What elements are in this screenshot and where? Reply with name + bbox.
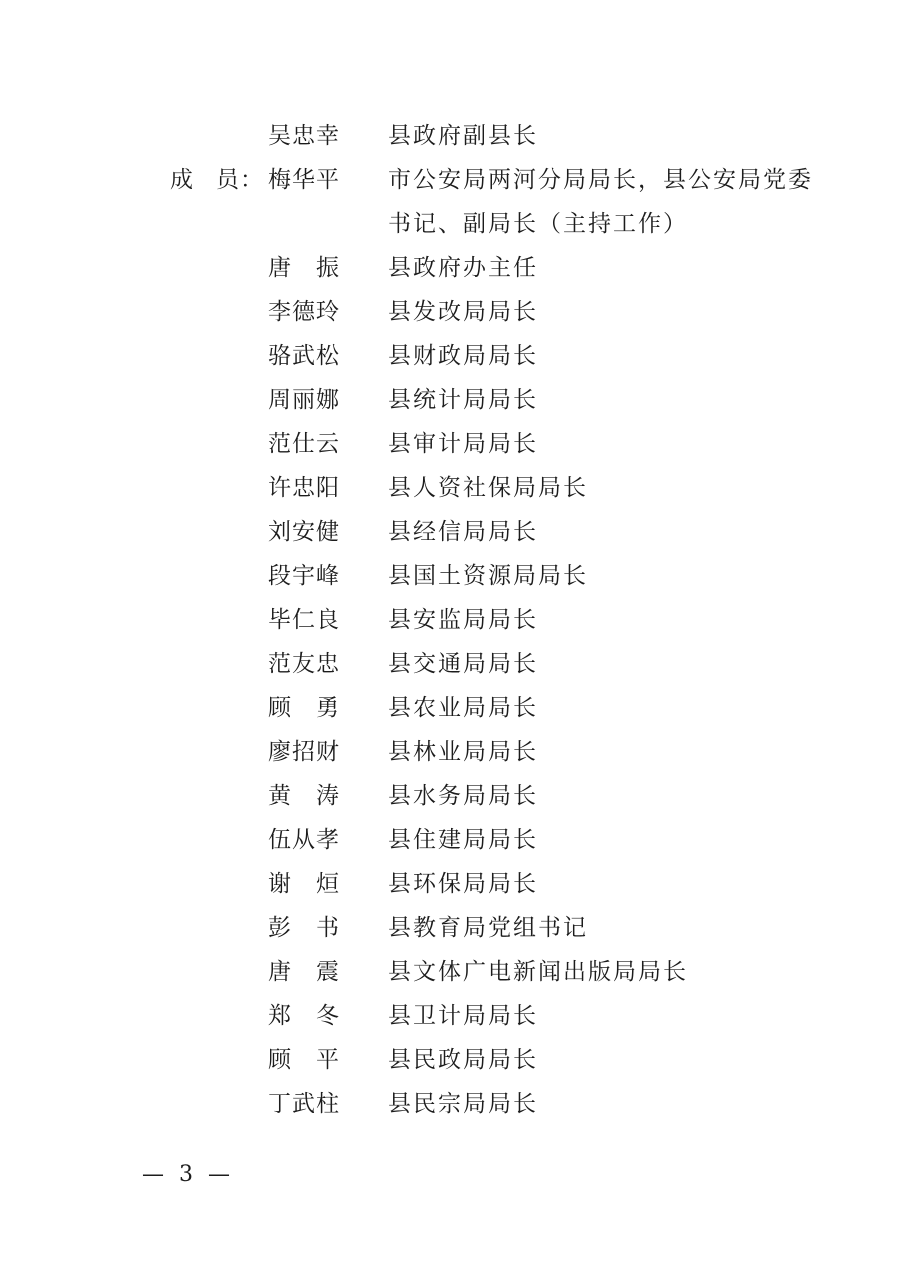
member-name: 伍从孝 xyxy=(268,827,340,853)
member-title: 县统计局局长 xyxy=(388,387,538,413)
member-name: 彭书 xyxy=(268,915,340,941)
member-name: 唐震 xyxy=(268,959,340,985)
member-title: 县财政局局长 xyxy=(388,343,538,369)
member-name: 廖招财 xyxy=(268,739,340,765)
role-label xyxy=(170,164,266,196)
member-title: 县农业局局长 xyxy=(388,695,538,721)
member-name: 许忠阳 xyxy=(268,475,340,501)
member-name: 刘安健 xyxy=(268,519,340,545)
member-title: 县经信局局长 xyxy=(388,519,538,545)
member-title: 县环保局局长 xyxy=(388,871,538,897)
member-title: 县安监局局长 xyxy=(388,607,538,633)
member-title: 市公安局两河分局局长，县公安局党委 xyxy=(388,167,813,193)
member-title: 县民宗局局长 xyxy=(388,1091,538,1117)
member-title: 县住建局局长 xyxy=(388,827,538,853)
member-title: 县民政局局长 xyxy=(388,1047,538,1073)
member-name: 顾勇 xyxy=(268,695,340,721)
member-name: 段宇峰 xyxy=(268,563,340,589)
member-title: 县政府副县长 xyxy=(388,123,538,149)
member-name: 顾平 xyxy=(268,1047,340,1073)
member-title: 县林业局局长 xyxy=(388,739,538,765)
member-name: 周丽娜 xyxy=(268,387,340,413)
member-title: 县政府办主任 xyxy=(388,255,538,281)
member-title: 县发改局局长 xyxy=(388,299,538,325)
member-title: 县审计局局长 xyxy=(388,431,538,457)
member-title: 县国土资源局局长 xyxy=(388,563,588,589)
member-title-continuation: 书记、副局长（主持工作） xyxy=(388,211,688,237)
role-label-part2: 员： xyxy=(216,167,264,193)
member-name: 毕仁良 xyxy=(268,607,340,633)
member-name: 骆武松 xyxy=(268,343,340,369)
member-name: 丁武柱 xyxy=(268,1091,340,1117)
member-title: 县交通局局长 xyxy=(388,651,538,677)
member-name: 吴忠幸 xyxy=(268,123,340,149)
member-title: 县水务局局长 xyxy=(388,783,538,809)
page-number: — 3 — xyxy=(142,1162,234,1187)
member-name: 梅华平 xyxy=(268,167,340,193)
member-name: 谢烜 xyxy=(268,871,340,897)
member-name: 郑冬 xyxy=(268,1003,340,1029)
role-label-part1: 成 xyxy=(170,167,194,193)
member-title: 县文体广电新闻出版局局长 xyxy=(388,959,688,985)
member-name: 黄涛 xyxy=(268,783,340,809)
member-title: 县人资社保局局长 xyxy=(388,475,588,501)
member-name: 李德玲 xyxy=(268,299,340,325)
member-name: 唐振 xyxy=(268,255,340,281)
member-title: 县卫计局局长 xyxy=(388,1003,538,1029)
member-name: 范友忠 xyxy=(268,651,340,677)
member-title: 县教育局党组书记 xyxy=(388,915,588,941)
member-name: 范仕云 xyxy=(268,431,340,457)
